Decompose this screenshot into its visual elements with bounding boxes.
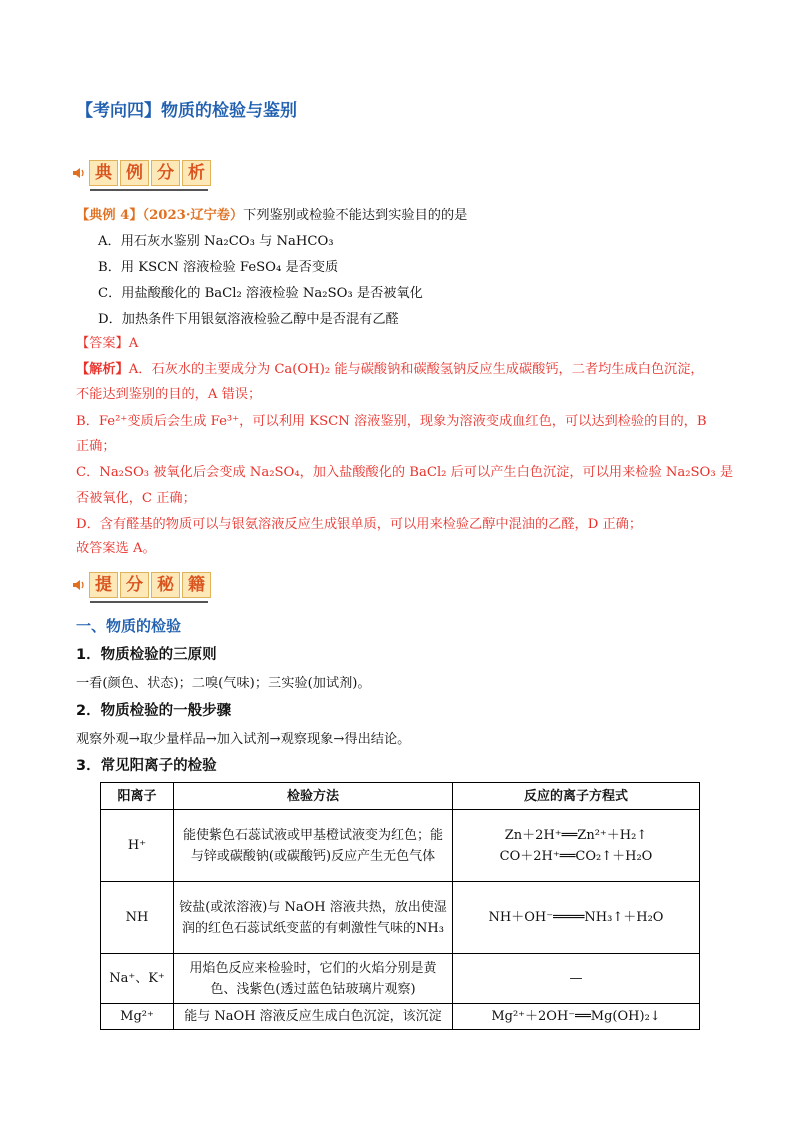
analysis-line: 【解析】A．石灰水的主要成分为 Ca(OH)₂ 能与碳酸钠和碳酸氢钠反应生成碳酸钙，二者均生成白色沉淀，	[76, 362, 704, 377]
analysis-line: C．Na₂SO₃ 被氧化后会变成 Na₂SO₄，加入盐酸酸化的 BaCl₂ 后可以产生白色沉淀，可以用来检验 Na₂SO₃ 是	[76, 465, 734, 480]
table-row	[101, 1004, 700, 1030]
badge-char: 析	[182, 160, 211, 186]
example-question	[76, 207, 467, 225]
tips-badge	[72, 572, 211, 598]
analysis-line: 否被氧化，C 正确；	[76, 491, 196, 506]
table-row	[101, 954, 700, 1004]
equation-cell: NH＋OH⁻════NH₃↑＋H₂O	[453, 882, 700, 954]
example-analysis-badge	[72, 160, 211, 186]
speaker-icon	[72, 578, 86, 592]
header-equation: 反应的离子方程式	[453, 783, 700, 810]
section-title: 【考向四】物质的检验与鉴别	[76, 101, 297, 121]
analysis-line: 正确；	[76, 439, 116, 454]
speaker-icon	[72, 166, 86, 180]
badge-char: 典	[89, 160, 118, 186]
ion-cell: Na⁺、K⁺	[101, 954, 174, 1004]
answer: 【答案】A	[76, 336, 139, 351]
analysis-label: 【解析】	[76, 362, 129, 377]
principles-text: 一看(颜色、状态)；二嗅(气味)；三实验(加试剂)。	[76, 676, 371, 691]
analysis-line: D．含有醛基的物质可以与银氨溶液反应生成银单质，可以用来检验乙醇中混油的乙醛，D 正确；	[76, 517, 643, 532]
option-a: A．用石灰水鉴别 Na₂CO₃ 与 NaHCO₃	[98, 234, 334, 249]
equation-cell: —	[453, 954, 700, 1004]
table-header-row	[101, 783, 700, 810]
ion-cell: NH	[101, 882, 174, 954]
equation-cell: Zn＋2H⁺══Zn²⁺＋H₂↑ CO＋2H⁺══CO₂↑＋H₂O	[453, 810, 700, 882]
badge-char: 秘	[151, 572, 180, 598]
ion-cell: H⁺	[101, 810, 174, 882]
equation-cell: Mg²⁺＋2OH⁻══Mg(OH)₂↓	[453, 1004, 700, 1030]
badge-char: 提	[89, 572, 118, 598]
method-cell: 用焰色反应来检验时，它们的火焰分别是黄色、浅紫色(透过蓝色钴玻璃片观察)	[174, 954, 453, 1004]
option-c: C．用盐酸酸化的 BaCl₂ 溶液检验 Na₂SO₃ 是否被氧化	[98, 286, 423, 301]
subheading-principles: 1．物质检验的三原则	[76, 647, 217, 663]
question-text: 下列鉴别或检验不能达到实验目的的是	[243, 208, 468, 223]
example-tag: 【典例 4】	[76, 208, 143, 223]
badge-char: 例	[120, 160, 149, 186]
table-row	[101, 882, 700, 954]
analysis-line: 故答案选 A。	[76, 541, 156, 556]
option-d: D．加热条件下用银氨溶液检验乙醇中是否混有乙醛	[98, 312, 399, 327]
ion-cell: Mg²⁺	[101, 1004, 174, 1030]
badge-char: 分	[120, 572, 149, 598]
method-cell: 铵盐(或浓溶液)与 NaOH 溶液共热，放出使湿润的红色石蕊试纸变蓝的有刺激性气味的NH₃	[174, 882, 453, 954]
option-b: B．用 KSCN 溶液检验 FeSO₄ 是否变质	[98, 260, 339, 275]
method-cell: 能使紫色石蕊试液或甲基橙试液变为红色；能与锌或碳酸钠(或碳酸钙)反应产生无色气体	[174, 810, 453, 882]
badge-underline	[90, 601, 208, 603]
steps-text: 观察外观→取少量样品→加入试剂→观察现象→得出结论。	[76, 732, 411, 747]
badge-underline	[90, 189, 208, 191]
method-cell: 能与 NaOH 溶液反应生成白色沉淀，该沉淀	[174, 1004, 453, 1030]
example-source: （2023·辽宁卷）	[142, 208, 244, 223]
part-heading: 一、物质的检验	[76, 617, 182, 635]
header-ion: 阳离子	[101, 783, 174, 810]
analysis-line: B．Fe²⁺变质后会生成 Fe³⁺，可以利用 KSCN 溶液鉴别，现象为溶液变成血红色，可以达到检验的目的，B	[76, 414, 707, 429]
badge-char: 分	[151, 160, 180, 186]
subheading-cations: 3．常见阳离子的检验	[76, 758, 217, 774]
table-row	[101, 810, 700, 882]
cation-table	[100, 782, 700, 1030]
subheading-steps: 2．物质检验的一般步骤	[76, 703, 232, 719]
header-method: 检验方法	[174, 783, 453, 810]
badge-char: 籍	[182, 572, 211, 598]
analysis-line: 不能达到鉴别的目的，A 错误；	[76, 387, 262, 402]
